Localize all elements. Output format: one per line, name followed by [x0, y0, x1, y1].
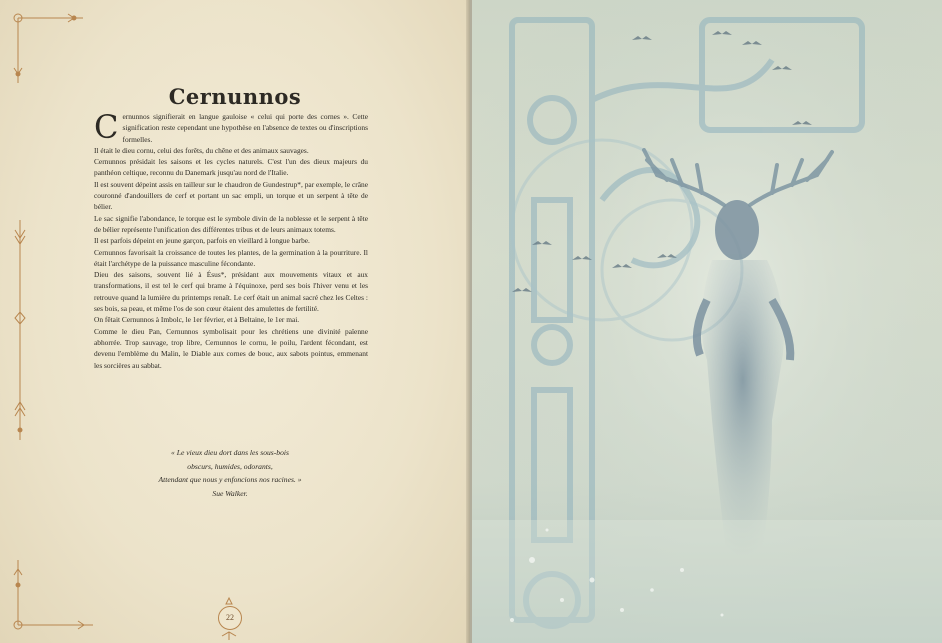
- quote-line: Attendant que nous y enfoncions nos racines. »: [158, 475, 302, 484]
- paragraph: Il est parfois dépeint en jeune garçon, parfois en vieillard à longue barbe.: [94, 236, 310, 246]
- quote-line: « Le vieux dieu dort dans les sous-bois: [171, 448, 289, 457]
- epigraph-quote: [120, 446, 340, 500]
- left-page: [0, 0, 470, 643]
- quote-author: Sue Walker.: [212, 488, 248, 498]
- page-title: Cernunnos: [168, 84, 302, 110]
- first-paragraph: [94, 108, 368, 146]
- corner-ornament-bottom-left-icon: [8, 555, 98, 635]
- paragraph: Dieu des saisons, souvent lié à Ésus*, présidant aux mouvements vitaux et aux transformations, il est tel le cerf qui brame à l'équinoxe, perd ses bois l'hiver venu et les retrouve quand la lumière du printemps renaît. Le cerf était un animal sacré chez les Celtes : ses bois, sa peau, et même l'os de son cœur étaient des amulettes de fertilité.: [94, 270, 368, 314]
- margin-ornament-icon: [10, 220, 30, 440]
- quote-line: obscurs, humides, odorants,: [187, 461, 273, 471]
- paragraph: Il est souvent dépeint assis en tailleur sur le chaudron de Gundestrup*, par exemple, le crâne couronné d'andouillers de cerf et portant un sac empli, un torque et un serpent à tête de bélier.: [94, 179, 368, 212]
- paragraph: Cernunnos favorisait la croissance de toutes les plantes, de la germination à la pourriture. Il était l'archétype de la puissance masculine fécondante.: [94, 247, 368, 268]
- paragraph: Il était le dieu cornu, celui des forêts, du chêne et des animaux sauvages.: [94, 145, 309, 155]
- drop-cap: C: [94, 108, 119, 146]
- paragraph: Cernunnos présidait les saisons et les cycles naturels. C'est l'un des dieux majeurs du panthéon celtique, reconnu du Danemark jusqu'au nord de l'Italie.: [94, 157, 368, 178]
- corner-ornament-top-left-icon: [8, 8, 88, 88]
- first-paragraph-text: ernunnos signifierait en langue gauloise « celui qui porte des cornes ». Cette signification reste cependant une hypothèse en l'absence de textes ou d'inscriptions formelles.: [122, 112, 368, 144]
- paragraph: Le sac signifie l'abondance, le torque est le symbole divin de la noblesse et le serpent à tête de bélier représente l'unification des différentes tribus et de leurs animaux totems.: [94, 213, 368, 234]
- paragraph: Comme le dieu Pan, Cernunnos symbolisait pour les chrétiens une divinité païenne abhorrée. Trop sauvage, trop libre, Cernunnos le cornu, le poilu, l'ardent fécondant, est devenu l'emblème du Malin, le Diable aux cornes de bouc, aux sabots pointus, emmenant les sorcières au sabbat.: [94, 326, 368, 370]
- paragraph: On fêtait Cernunnos à Imbolc, le 1er février, et à Beltaine, le 1er mai.: [94, 315, 300, 325]
- article-body: [94, 108, 368, 371]
- page-number: 22: [218, 606, 242, 630]
- cernunnos-illustration-icon: [472, 0, 942, 643]
- illustration-page: [472, 0, 942, 643]
